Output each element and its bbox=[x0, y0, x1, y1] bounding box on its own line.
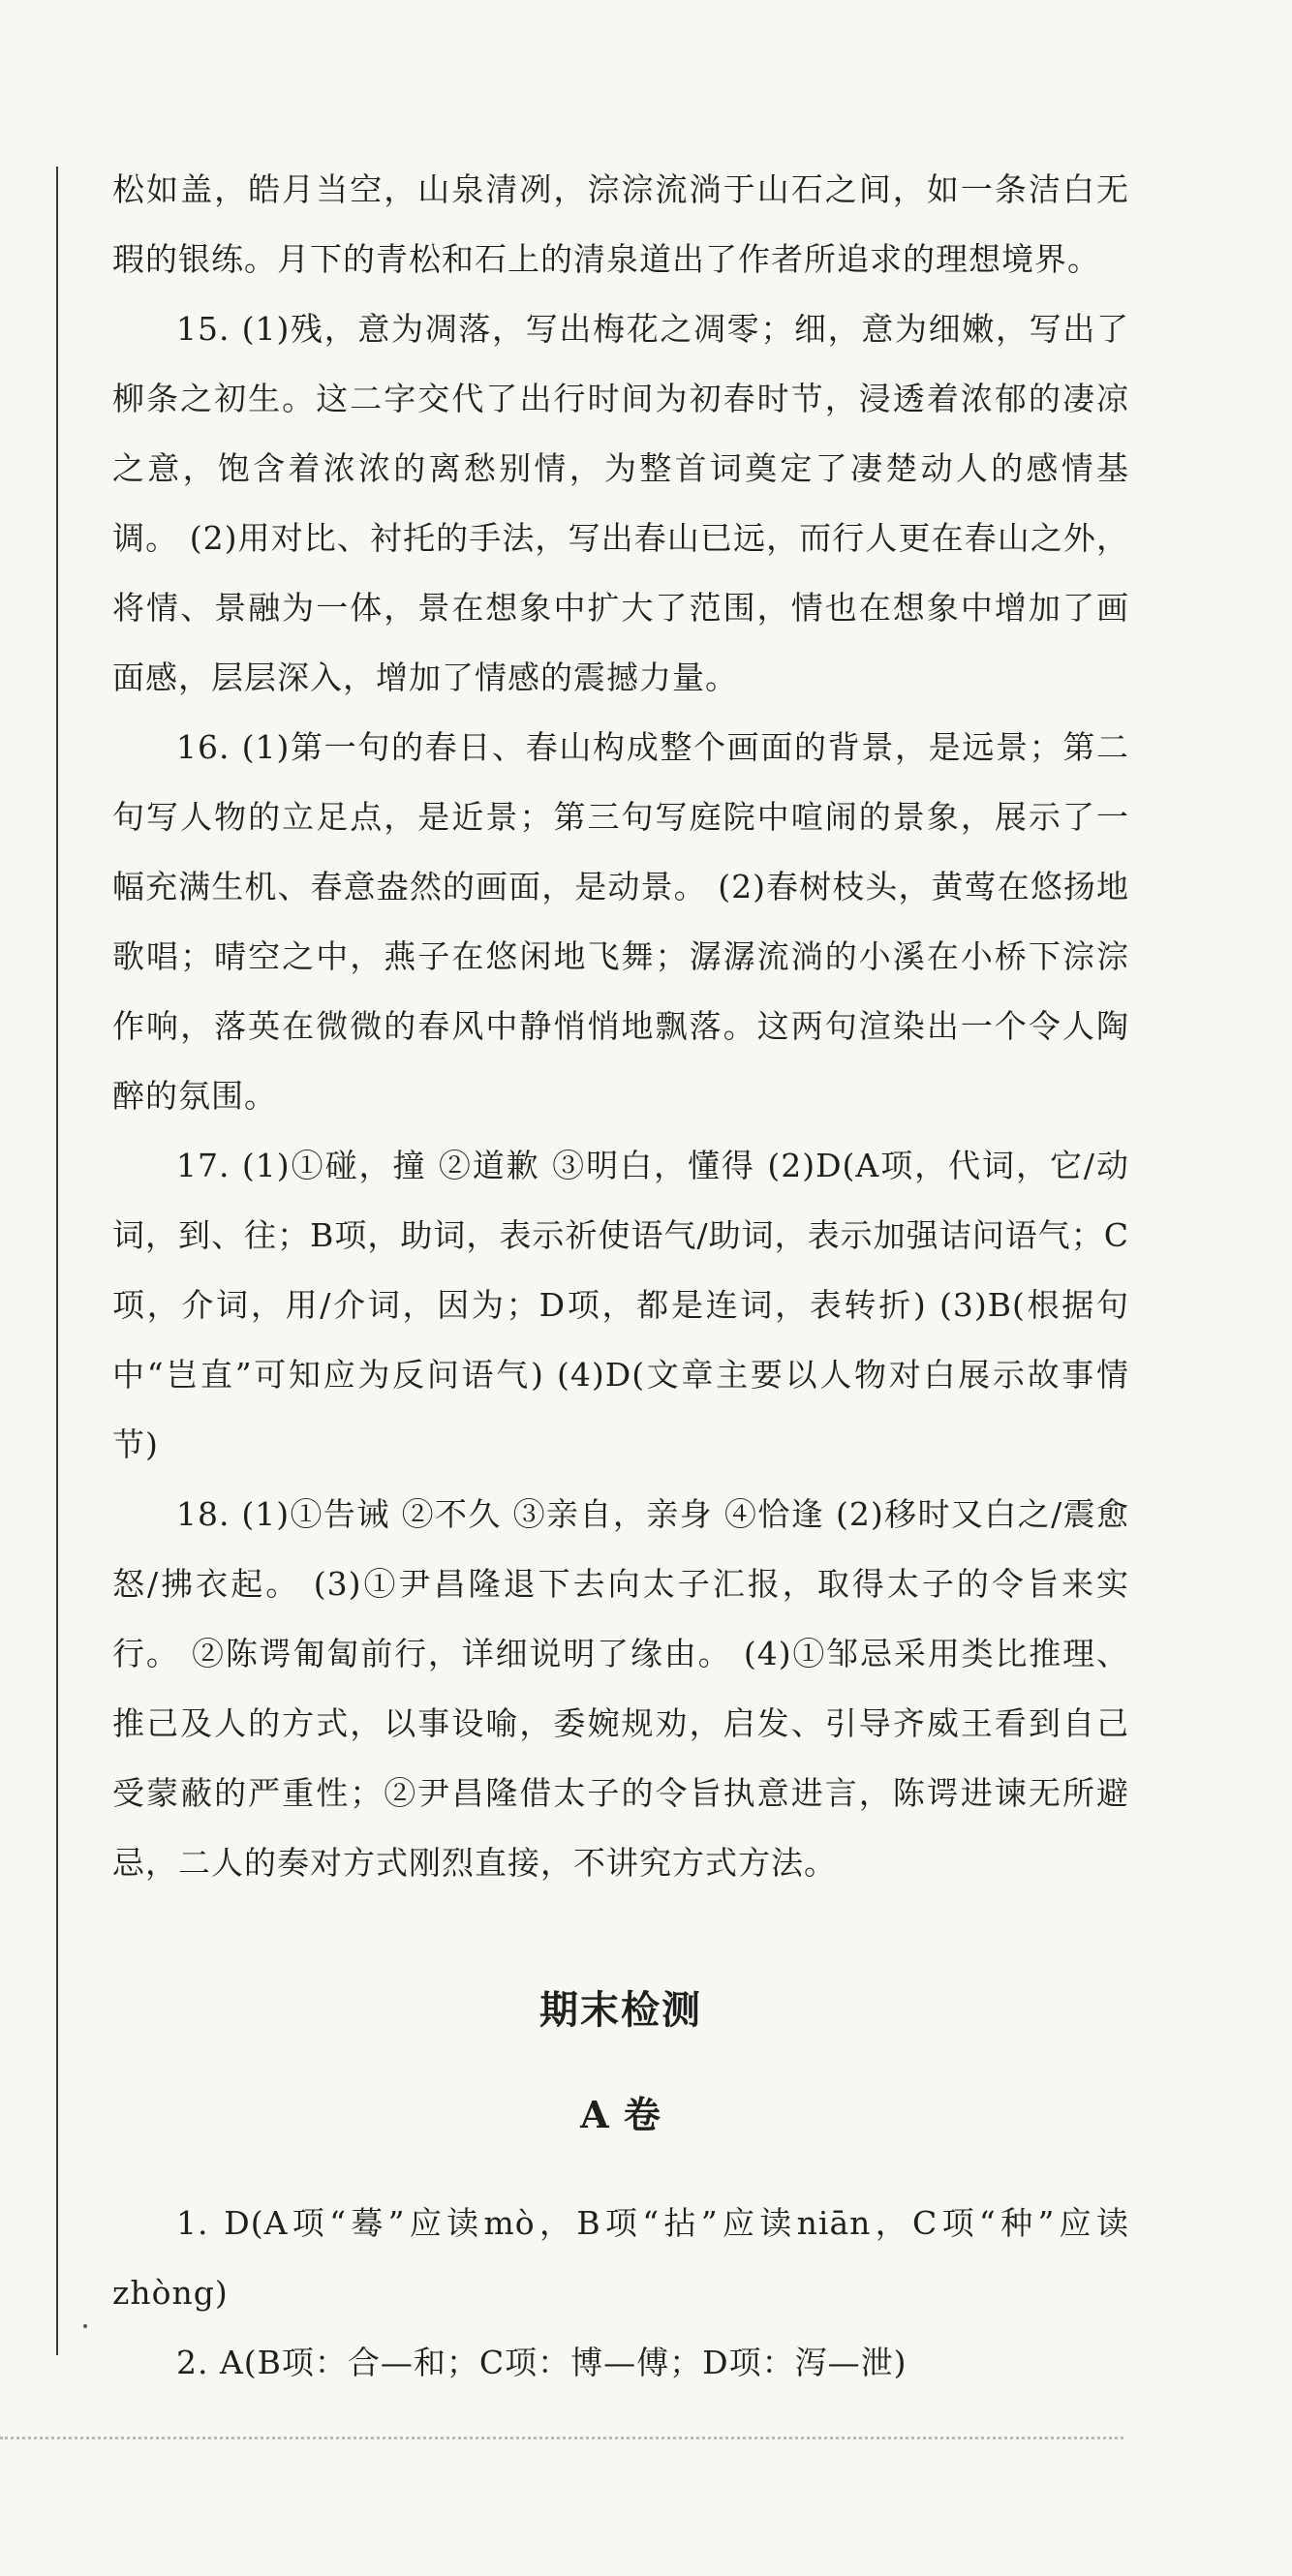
section-subtitle: A 卷 bbox=[580, 2093, 661, 2136]
section-answer-1: 1. D(A项“蓦”应读mò，B项“拈”应读niān，C项“种”应读zhòng) bbox=[112, 2204, 1129, 2312]
document-body bbox=[112, 155, 1129, 2398]
page-bottom-dotted-rule bbox=[0, 2437, 1123, 2439]
section-answer-2: 2. A(B项：合—和；C项：博—傅；D项：泻—泄) bbox=[176, 2344, 907, 2381]
continuation-line: 的银练。月下的青松和石上的清泉道出了作者所追求的理想境界。 bbox=[145, 240, 1100, 278]
left-margin-rule bbox=[56, 167, 58, 2355]
scan-speck bbox=[83, 2324, 87, 2328]
answer-15: 15. (1)残，意为凋落，写出梅花之凋零；细，意为细嫩，写出了柳条之初生。这二字交代了出行时间为初春时节，浸透着浓郁的凄凉之意，饱含着浓浓的离愁别情，为整首词奠定了凄楚动人的感情基调。 (2)用对比、衬托的手法，写出春山已远，而行人更在春山之外，将情、景融为一体，景在想象中扩大了范围，情也在想象中增加了画面感，层层深入，增加了情感的震撼力量。 bbox=[112, 310, 1129, 696]
section-title: 期末检测 bbox=[539, 1988, 702, 2033]
continuation-paragraph bbox=[112, 155, 1129, 294]
answer-18: 18. (1)①告诫 ②不久 ③亲自，亲身 ④恰逢 (2)移时又白之/震愈怒/拂衣起。 (3)①尹昌隆退下去向太子汇报，取得太子的令旨来实行。 ②陈谔匍匐前行，详细说明了缘由。 (4)①邹忌采用类比推理、推己及人的方式，以事设喻，委婉规劝，启发、引导齐威王看到自己受蒙蔽的严重性；②尹昌隆借太子的令旨执意进言，陈谔进谏无所避忌，二人的奏对方式刚烈直接，不讲究方式方法。 bbox=[112, 1495, 1129, 1882]
continuation-line: 松如盖，皓月当空，山泉清冽，淙淙流淌于山石之间，如一条洁白无瑕 bbox=[112, 170, 1129, 278]
answer-16: 16. (1)第一句的春日、春山构成整个画面的背景，是远景；第二句写人物的立足点，是近景；第三句写庭院中喧闹的景象，展示了一幅充满生机、春意盎然的画面，是动景。 (2)春树枝头，黄莺在悠扬地歌唱；晴空之中，燕子在悠闲地飞舞；潺潺流淌的小溪在小桥下淙淙作响，落英在微微的春风中静悄悄地飘落。这两句渲染出一个令人陶醉的氛围。 bbox=[112, 728, 1129, 1115]
answer-17: 17. (1)①碰，撞 ②道歉 ③明白，懂得 (2)D(A项，代词，它/动词，到、往；B项，助词，表示祈使语气/助词，表示加强诘问语气；C项，介词，用/介词，因为；D项，都是连词，表转折) (3)B(根据句中“岂直”可知应为反问语气) (4)D(文章主要以人物对白展示故事情节) bbox=[112, 1147, 1129, 1463]
